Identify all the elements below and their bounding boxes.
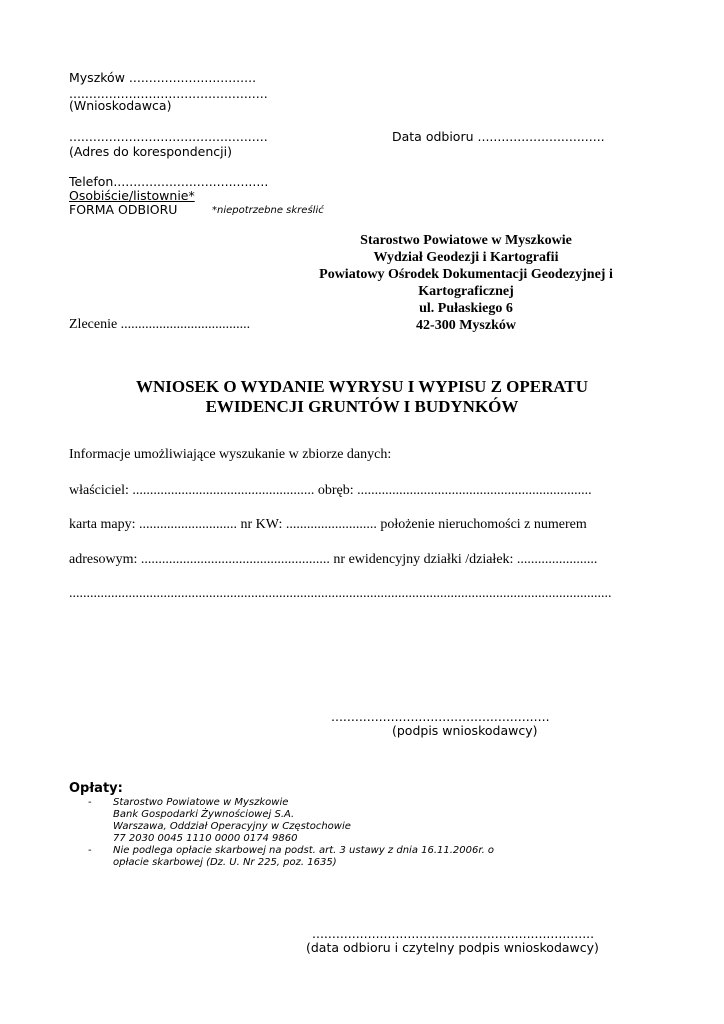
owner-precinct-row[interactable]: właściciel: .................................................... obręb: ................................................................... (69, 483, 592, 498)
recipient-address (296, 232, 636, 334)
signature-field[interactable]: ....................................................... (331, 709, 550, 724)
recipient-line: ul. Pułaskiego 6 (419, 301, 513, 316)
fee-line: Warszawa, Oddział Operacyjny w Częstochowie (113, 821, 351, 832)
address-label: (Adres do korespondencji) (69, 144, 232, 159)
fee-line: Bank Gospodarki Żywnościowej S.A. (113, 809, 295, 820)
fee-bank-details (113, 797, 351, 845)
bullet-dash: - (88, 845, 92, 856)
address-field[interactable]: .................................................. (69, 129, 268, 144)
applicant-label: (Wnioskodawca) (69, 98, 172, 113)
recipient-line: Powiatowy Ośrodek Dokumentacji Geodezyjnej i (319, 267, 613, 282)
pickup-mode-label: FORMA ODBIORU (69, 202, 178, 217)
bullet-dash: - (88, 797, 92, 808)
recipient-line: Wydział Geodezji i Kartografii (373, 250, 559, 265)
recipient-line: Starostwo Powiatowe w Myszkowie (360, 233, 572, 248)
title-line: EWIDENCJI GRUNTÓW I BUDYNKÓW (205, 397, 519, 416)
document-title (0, 377, 724, 417)
extra-info-row[interactable]: ........................................................................................................................................................... (69, 586, 612, 601)
pickup-mode-options[interactable]: Osobiście/listownie* (69, 188, 195, 203)
city-line[interactable]: Myszków ................................ (69, 70, 257, 85)
order-field[interactable]: Zlecenie ..................................... (69, 317, 251, 332)
map-kw-location-row[interactable]: karta mapy: ............................ nr KW: .......................... położenie nieruchomości z numerem (69, 517, 587, 532)
pickup-signature-field[interactable]: ....................................................................... (312, 926, 595, 941)
applicant-name-field[interactable]: .................................................. (69, 86, 268, 101)
pickup-signature-label: (data odbioru i czytelny podpis wnioskodawcy) (306, 940, 599, 955)
fee-line: Starostwo Powiatowe w Myszkowie (113, 797, 289, 808)
strike-note: *niepotrzebne skreślić (212, 205, 324, 216)
fee-line: 77 2030 0045 1110 0000 0174 9860 (113, 833, 298, 844)
phone-field[interactable]: Telefon....................................... (69, 174, 269, 189)
fee-line: opłacie skarbowej (Dz. U. Nr 225, poz. 1635) (113, 857, 337, 868)
recipient-line: 42-300 Myszków (416, 318, 516, 333)
pickup-date-field[interactable]: Data odbioru ................................ (392, 129, 605, 144)
fees-heading: Opłaty: (69, 781, 123, 796)
address-parcel-row[interactable]: adresowym: ...................................................... nr ewidencyjny działki /działek: ....................... (69, 552, 598, 567)
title-line: WNIOSEK O WYDANIE WYRYSU I WYPISU Z OPERATU (135, 377, 589, 396)
signature-label: (podpis wnioskodawcy) (392, 723, 538, 738)
fee-line: Nie podlega opłacie skarbowej na podst. art. 3 ustawy z dnia 16.11.2006r. o (113, 845, 495, 856)
recipient-line: Kartograficznej (418, 284, 514, 299)
fee-exemption-note (113, 845, 494, 869)
search-info-intro: Informacje umożliwiające wyszukanie w zbiorze danych: (69, 447, 392, 462)
